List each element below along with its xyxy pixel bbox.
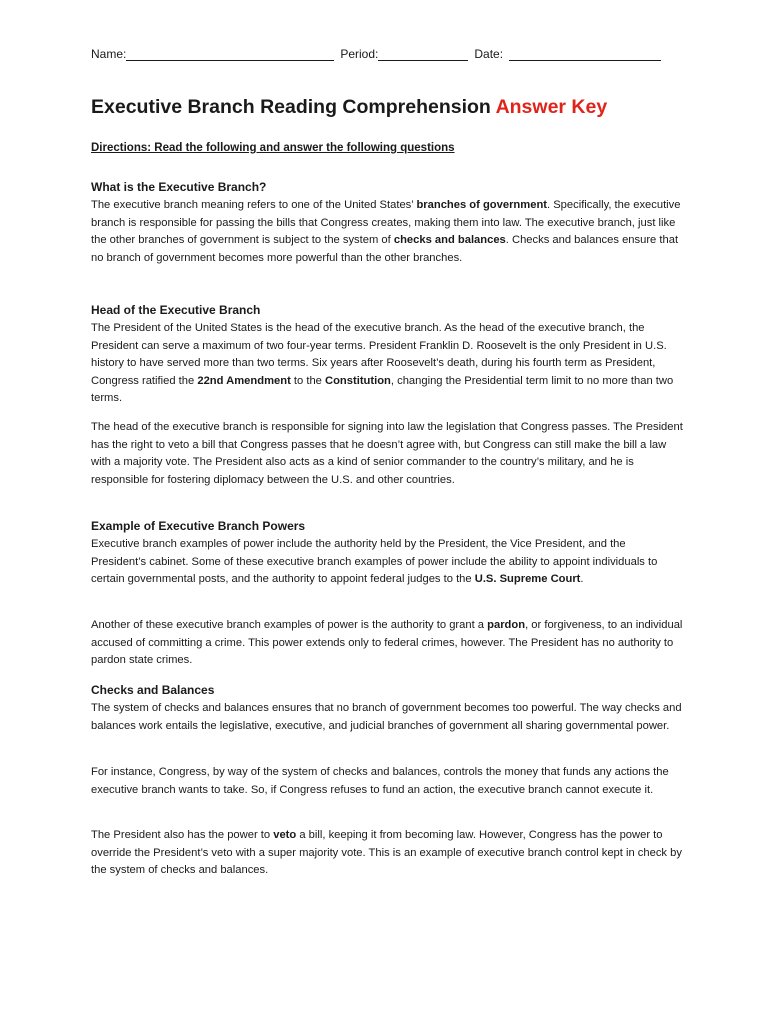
period-label: Period: [340, 47, 379, 61]
bold-term: pardon [487, 619, 526, 631]
text: , or forgiveness, to an individual accused of committing a crime. This power extends only to federal crimes, however. The President has no authority to pardon state crimes. [91, 619, 683, 667]
text: Executive branch examples of power include the authority held by the President, the Vice President, and the President’s cabinet. Some of these executive branch examples of power include the ability to appoint individuals to certain governmental posts, and the authority to appoint federal judges to the [91, 538, 658, 586]
paragraph-checks-1: The system of checks and balances ensures that no branch of government becomes too powerful. The way checks and balances work entails the legislative, executive, and judicial branches of government all sharing governmental power. [91, 702, 682, 732]
text: a bill, keeping it from becoming law. However, Congress has the power to override the President’s veto with a super majority vote. This is an example of executive branch control kept in check by the system of checks and balances. [91, 829, 682, 877]
text: , changing the Presidential term limit to no more than two terms. [91, 374, 674, 405]
student-info-header [91, 47, 681, 61]
name-blank[interactable] [126, 47, 334, 61]
heading-example-of-powers: Example of Executive Branch Powers [91, 519, 306, 533]
period-blank[interactable] [378, 47, 468, 61]
bold-term: branches of government [416, 199, 547, 211]
text: The President also has the power to [91, 829, 274, 841]
paragraph-example-2 [91, 617, 683, 670]
text: to the [290, 374, 326, 387]
directions: Directions: Read the following and answer the following questions [91, 142, 455, 154]
name-label: Name: [91, 47, 127, 61]
title-main: Executive Branch Reading Comprehension [91, 96, 491, 118]
page-title [91, 96, 607, 119]
paragraph-checks-2: For instance, Congress, by way of the system of checks and balances, controls the money that funds any actions the executive branch wants to take. So, if Congress refuses to fund an action, the executive branch cannot execute it. [91, 766, 669, 796]
paragraph-head-1 [91, 320, 683, 408]
heading-head-of-executive-branch: Head of the Executive Branch [91, 303, 261, 317]
answer-key-label: Answer Key [495, 96, 608, 118]
date-blank[interactable] [509, 47, 661, 61]
bold-term: 22nd Amendment [197, 374, 291, 387]
bold-term: Constitution [325, 374, 391, 387]
text: . Checks and balances ensure that no branch of government becomes more powerful than the other branches. [91, 234, 679, 264]
text: The executive branch meaning refers to one of the United States’ [91, 199, 417, 211]
paragraph-what-is [91, 197, 683, 267]
date-label: Date: [474, 47, 504, 61]
heading-what-is-executive-branch: What is the Executive Branch? [91, 180, 267, 194]
heading-checks-and-balances: Checks and Balances [91, 683, 215, 697]
paragraph-head-2: The head of the executive branch is responsible for signing into law the legislation that Congress passes. The President has the right to veto a bill that Congress passes that he doesn’t agree with, but Congress can still make the bill a law with a majority vote. The President also acts as a kind of senior commander to the country’s military, and he is responsible for fostering diplomacy between the U.S. and other countries. [91, 421, 683, 486]
text: The President of the United States is the head of the executive branch. As the head of the executive branch, the President can serve a maximum of two four-year terms. President Franklin D. Roosevelt is the only President in U.S. history to have served more than two terms. Six years after Roosevelt’s death, during his fourth term as President, Congress ratified the [91, 322, 667, 387]
text: . [580, 573, 584, 586]
bold-term: checks and balances [393, 234, 506, 247]
text: Another of these executive branch examples of power is the authority to grant a [91, 619, 488, 631]
bold-term: U.S. Supreme Court [474, 573, 581, 586]
paragraph-example-1 [91, 536, 683, 589]
bold-term: veto [273, 829, 297, 841]
paragraph-checks-3 [91, 827, 683, 880]
text: . Specifically, the executive branch is responsible for passing the bills that Congress creates, making them into law. The executive branch, just like the other branches of government is subject to the system of [91, 199, 681, 247]
